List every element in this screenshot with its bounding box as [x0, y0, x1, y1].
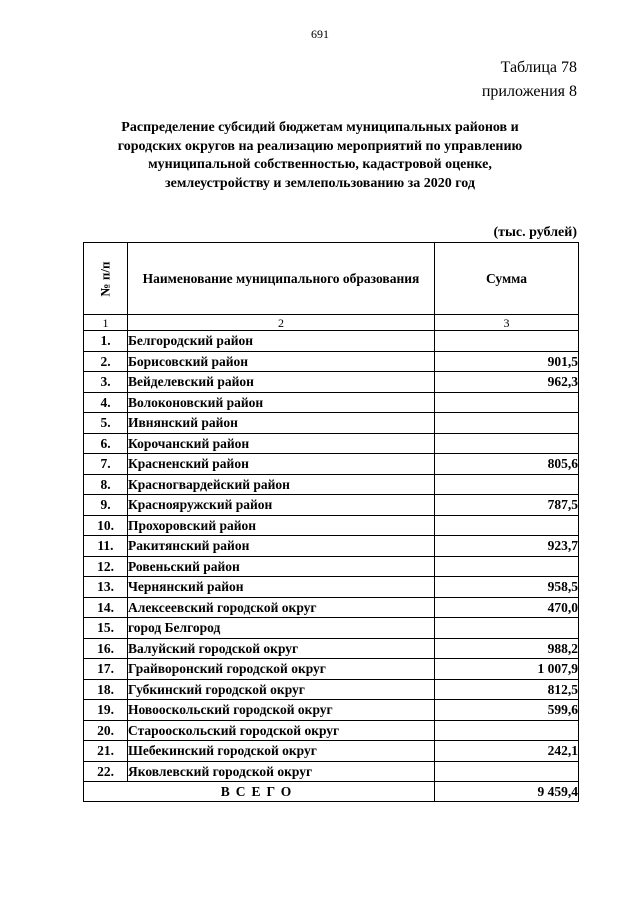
row-sum: 787,5 [435, 495, 579, 516]
row-number: 22. [84, 761, 128, 782]
row-municipality: Красненский район [128, 454, 435, 475]
row-number: 21. [84, 741, 128, 762]
page-number: 691 [311, 27, 329, 41]
row-number: 9. [84, 495, 128, 516]
row-number: 11. [84, 536, 128, 557]
row-number: 18. [84, 679, 128, 700]
row-number: 12. [84, 556, 128, 577]
row-number: 7. [84, 454, 128, 475]
table-row [84, 372, 579, 393]
row-sum: 958,5 [435, 577, 579, 598]
subsidy-table [83, 242, 579, 802]
row-sum [435, 331, 579, 352]
row-municipality: Старооскольский городской округ [128, 720, 435, 741]
row-municipality: город Белгород [128, 618, 435, 639]
row-sum: 988,2 [435, 638, 579, 659]
row-number: 20. [84, 720, 128, 741]
row-sum [435, 515, 579, 536]
row-number: 17. [84, 659, 128, 680]
row-number: 2. [84, 351, 128, 372]
row-sum [435, 413, 579, 434]
row-number: 16. [84, 638, 128, 659]
table-reference [482, 56, 577, 104]
header-number-label: № п/п [97, 261, 113, 296]
column-number-1: 1 [84, 315, 128, 331]
table-row [84, 577, 579, 598]
table-row [84, 454, 579, 475]
table-row [84, 618, 579, 639]
table-row [84, 679, 579, 700]
row-sum: 812,5 [435, 679, 579, 700]
row-sum: 923,7 [435, 536, 579, 557]
total-sum: 9 459,4 [435, 782, 579, 802]
column-number-2: 2 [128, 315, 435, 331]
row-municipality: Прохоровский район [128, 515, 435, 536]
column-number-row [84, 315, 579, 331]
row-sum: 242,1 [435, 741, 579, 762]
table-row [84, 556, 579, 577]
total-row [84, 782, 579, 802]
header-number [84, 243, 128, 315]
table-row [84, 413, 579, 434]
table-row [84, 700, 579, 721]
row-municipality: Борисовский район [128, 351, 435, 372]
row-number: 6. [84, 433, 128, 454]
table-row [84, 495, 579, 516]
header-sum: Сумма [435, 243, 579, 315]
row-sum: 599,6 [435, 700, 579, 721]
table-row [84, 474, 579, 495]
table-row [84, 741, 579, 762]
row-sum [435, 618, 579, 639]
table-row [84, 638, 579, 659]
row-sum: 1 007,9 [435, 659, 579, 680]
row-municipality: Волоконовский район [128, 392, 435, 413]
table-row [84, 597, 579, 618]
table-row [84, 761, 579, 782]
row-sum: 962,3 [435, 372, 579, 393]
table-row [84, 720, 579, 741]
row-municipality: Белгородский район [128, 331, 435, 352]
table-row [84, 351, 579, 372]
row-municipality: Красногвардейский район [128, 474, 435, 495]
table-row [84, 659, 579, 680]
row-sum: 805,6 [435, 454, 579, 475]
row-number: 4. [84, 392, 128, 413]
row-number: 19. [84, 700, 128, 721]
row-municipality: Ракитянский район [128, 536, 435, 557]
table-row [84, 433, 579, 454]
row-municipality: Корочанский район [128, 433, 435, 454]
row-sum: 901,5 [435, 351, 579, 372]
row-municipality: Губкинский городской округ [128, 679, 435, 700]
header-name: Наименование муниципального образования [128, 243, 435, 315]
table-row [84, 536, 579, 557]
table-row [84, 515, 579, 536]
row-number: 14. [84, 597, 128, 618]
row-sum [435, 474, 579, 495]
column-number-3: 3 [435, 315, 579, 331]
row-municipality: Новооскольский городской округ [128, 700, 435, 721]
row-municipality: Вейделевский район [128, 372, 435, 393]
row-number: 5. [84, 413, 128, 434]
row-number: 1. [84, 331, 128, 352]
row-municipality: Краснояружский район [128, 495, 435, 516]
row-number: 13. [84, 577, 128, 598]
table-reference-line-1: Таблица 78 [500, 59, 577, 76]
row-number: 3. [84, 372, 128, 393]
row-sum [435, 556, 579, 577]
row-number: 15. [84, 618, 128, 639]
table-row [84, 392, 579, 413]
row-sum: 470,0 [435, 597, 579, 618]
row-municipality: Чернянский район [128, 577, 435, 598]
row-municipality: Ивнянский район [128, 413, 435, 434]
table-body [84, 331, 579, 782]
row-municipality: Грайворонский городской округ [128, 659, 435, 680]
row-sum [435, 761, 579, 782]
table-reference-line-2: приложения 8 [481, 83, 577, 100]
table-header-row [84, 243, 579, 315]
row-number: 8. [84, 474, 128, 495]
row-sum [435, 392, 579, 413]
row-municipality: Ровеньский район [128, 556, 435, 577]
table-row [84, 331, 579, 352]
row-municipality: Шебекинский городской округ [128, 741, 435, 762]
document-title: Распределение субсидий бюджетам муниципальных районов и городских округов на реализацию мероприятий по управлению муниципальной собственностью, кадастровой оценке, землеустройству и землепользованию за 2020 год [117, 120, 523, 191]
row-sum [435, 433, 579, 454]
row-municipality: Валуйский городской округ [128, 638, 435, 659]
total-label: ВСЕГО [84, 782, 435, 802]
row-municipality: Алексеевский городской округ [128, 597, 435, 618]
row-sum [435, 720, 579, 741]
unit-label: (тыс. рублей) [493, 225, 577, 240]
row-number: 10. [84, 515, 128, 536]
row-municipality: Яковлевский городской округ [128, 761, 435, 782]
